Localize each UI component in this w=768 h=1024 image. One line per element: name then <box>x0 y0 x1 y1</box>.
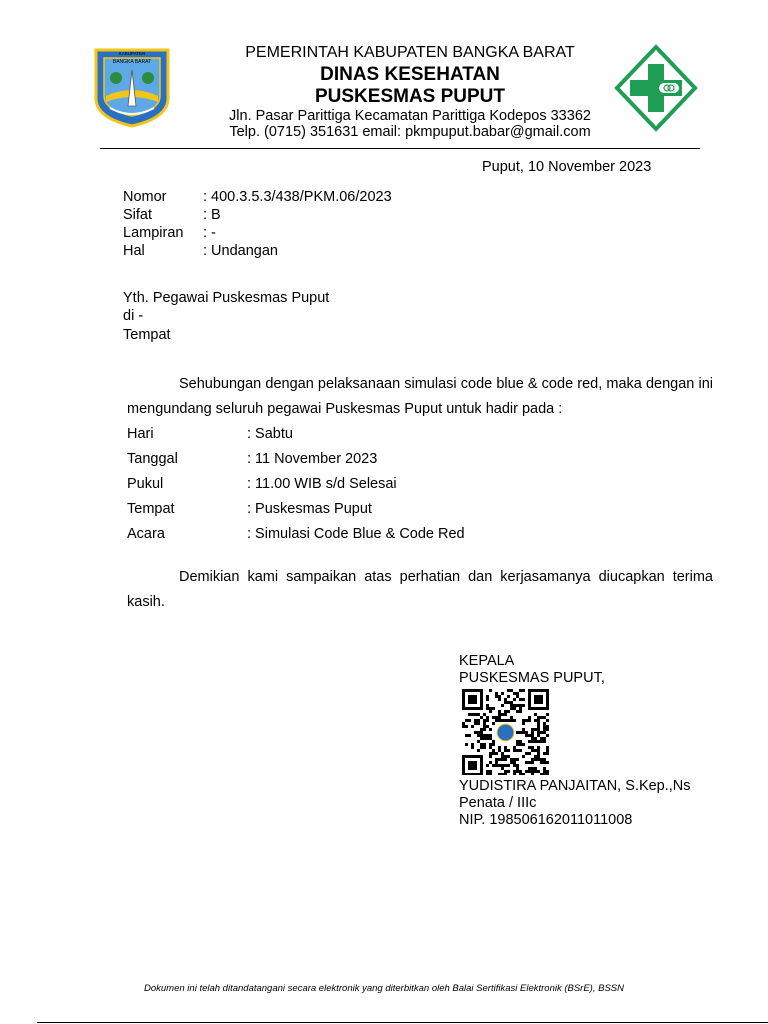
signatory-rank: Penata / IIIc <box>459 795 537 811</box>
meta-label: Nomor <box>123 189 167 205</box>
qr-code-signature-icon <box>462 689 552 775</box>
recipient-line3: Tempat <box>123 327 171 343</box>
meta-row-nomor <box>123 189 392 205</box>
signatory-nip: NIP. 198506162011011008 <box>459 812 633 828</box>
electronic-signature-footer: Dokumen ini telah ditandatangani secara elektronik yang diterbitkan oleh Balai Sertifikasi Elektronik (BSrE), BSSN <box>144 983 624 994</box>
meta-value: : Undangan <box>203 243 278 259</box>
meta-row-sifat <box>123 207 221 223</box>
meta-row-hal <box>123 243 278 259</box>
meta-row-lampiran <box>123 225 216 241</box>
detail-label: Acara <box>127 526 165 542</box>
detail-value: : Puskesmas Puput <box>247 501 372 517</box>
emblem-arc-text: BANGKA BARAT <box>112 59 152 65</box>
signature-title1: KEPALA <box>459 653 515 669</box>
detail-value: : 11.00 WIB s/d Selesai <box>247 476 397 492</box>
detail-row-hari <box>127 426 293 442</box>
recipient-line1: Yth. Pegawai Puskesmas Puput <box>123 290 330 306</box>
emblem-top-text: KABUPATEN <box>118 51 146 56</box>
detail-row-pukul <box>127 476 397 492</box>
header-contact: Telp. (0715) 351631 email: pkmpuput.babar@gmail.com <box>229 124 591 140</box>
header-government-line: PEMERINTAH KABUPATEN BANGKA BARAT <box>245 44 575 61</box>
detail-value: : Sabtu <box>247 426 293 442</box>
meta-label: Hal <box>123 243 145 259</box>
detail-value: : Simulasi Code Blue & Code Red <box>247 526 465 542</box>
detail-label: Tanggal <box>127 451 178 467</box>
meta-label: Lampiran <box>123 225 184 241</box>
kabupaten-emblem-logo <box>92 46 172 128</box>
detail-label: Pukul <box>127 476 164 492</box>
signature-title2: PUSKESMAS PUPUT, <box>459 670 605 686</box>
meta-value: : 400.3.5.3/438/PKM.06/2023 <box>203 189 392 205</box>
signatory-name: YUDISTIRA PANJAITAN, S.Kep.,Ns <box>459 778 691 794</box>
body-intro-paragraph: Sehubungan dengan pelaksanaan simulasi code blue & code red, maka dengan ini mengundang seluruh pegawai Puskesmas Puput untuk hadir pada : <box>127 376 713 417</box>
detail-row-tempat <box>127 501 372 517</box>
recipient-line2: di - <box>123 308 144 324</box>
signature-qr-code <box>462 689 552 775</box>
detail-label: Tempat <box>127 501 175 517</box>
meta-label: Sifat <box>123 207 153 223</box>
detail-label: Hari <box>127 426 154 442</box>
body-closing-paragraph: Demikian kami sampaikan atas perhatian dan kerjasamanya diucapkan terima kasih. <box>127 569 713 610</box>
header-divider <box>100 148 700 149</box>
header-address: Jln. Pasar Parittiga Kecamatan Parittiga Kodepos 33362 <box>229 108 591 124</box>
bottom-divider <box>37 1022 768 1023</box>
meta-value: : - <box>203 225 216 241</box>
letter-date: Puput, 10 November 2023 <box>482 159 652 175</box>
detail-row-acara <box>127 526 465 542</box>
detail-row-tanggal <box>127 451 377 467</box>
header-puskesmas-line: PUSKESMAS PUPUT <box>314 86 506 107</box>
detail-value: : 11 November 2023 <box>247 451 378 467</box>
meta-value: : B <box>203 207 221 223</box>
header-agency-line: DINAS KESEHATAN <box>320 64 500 85</box>
